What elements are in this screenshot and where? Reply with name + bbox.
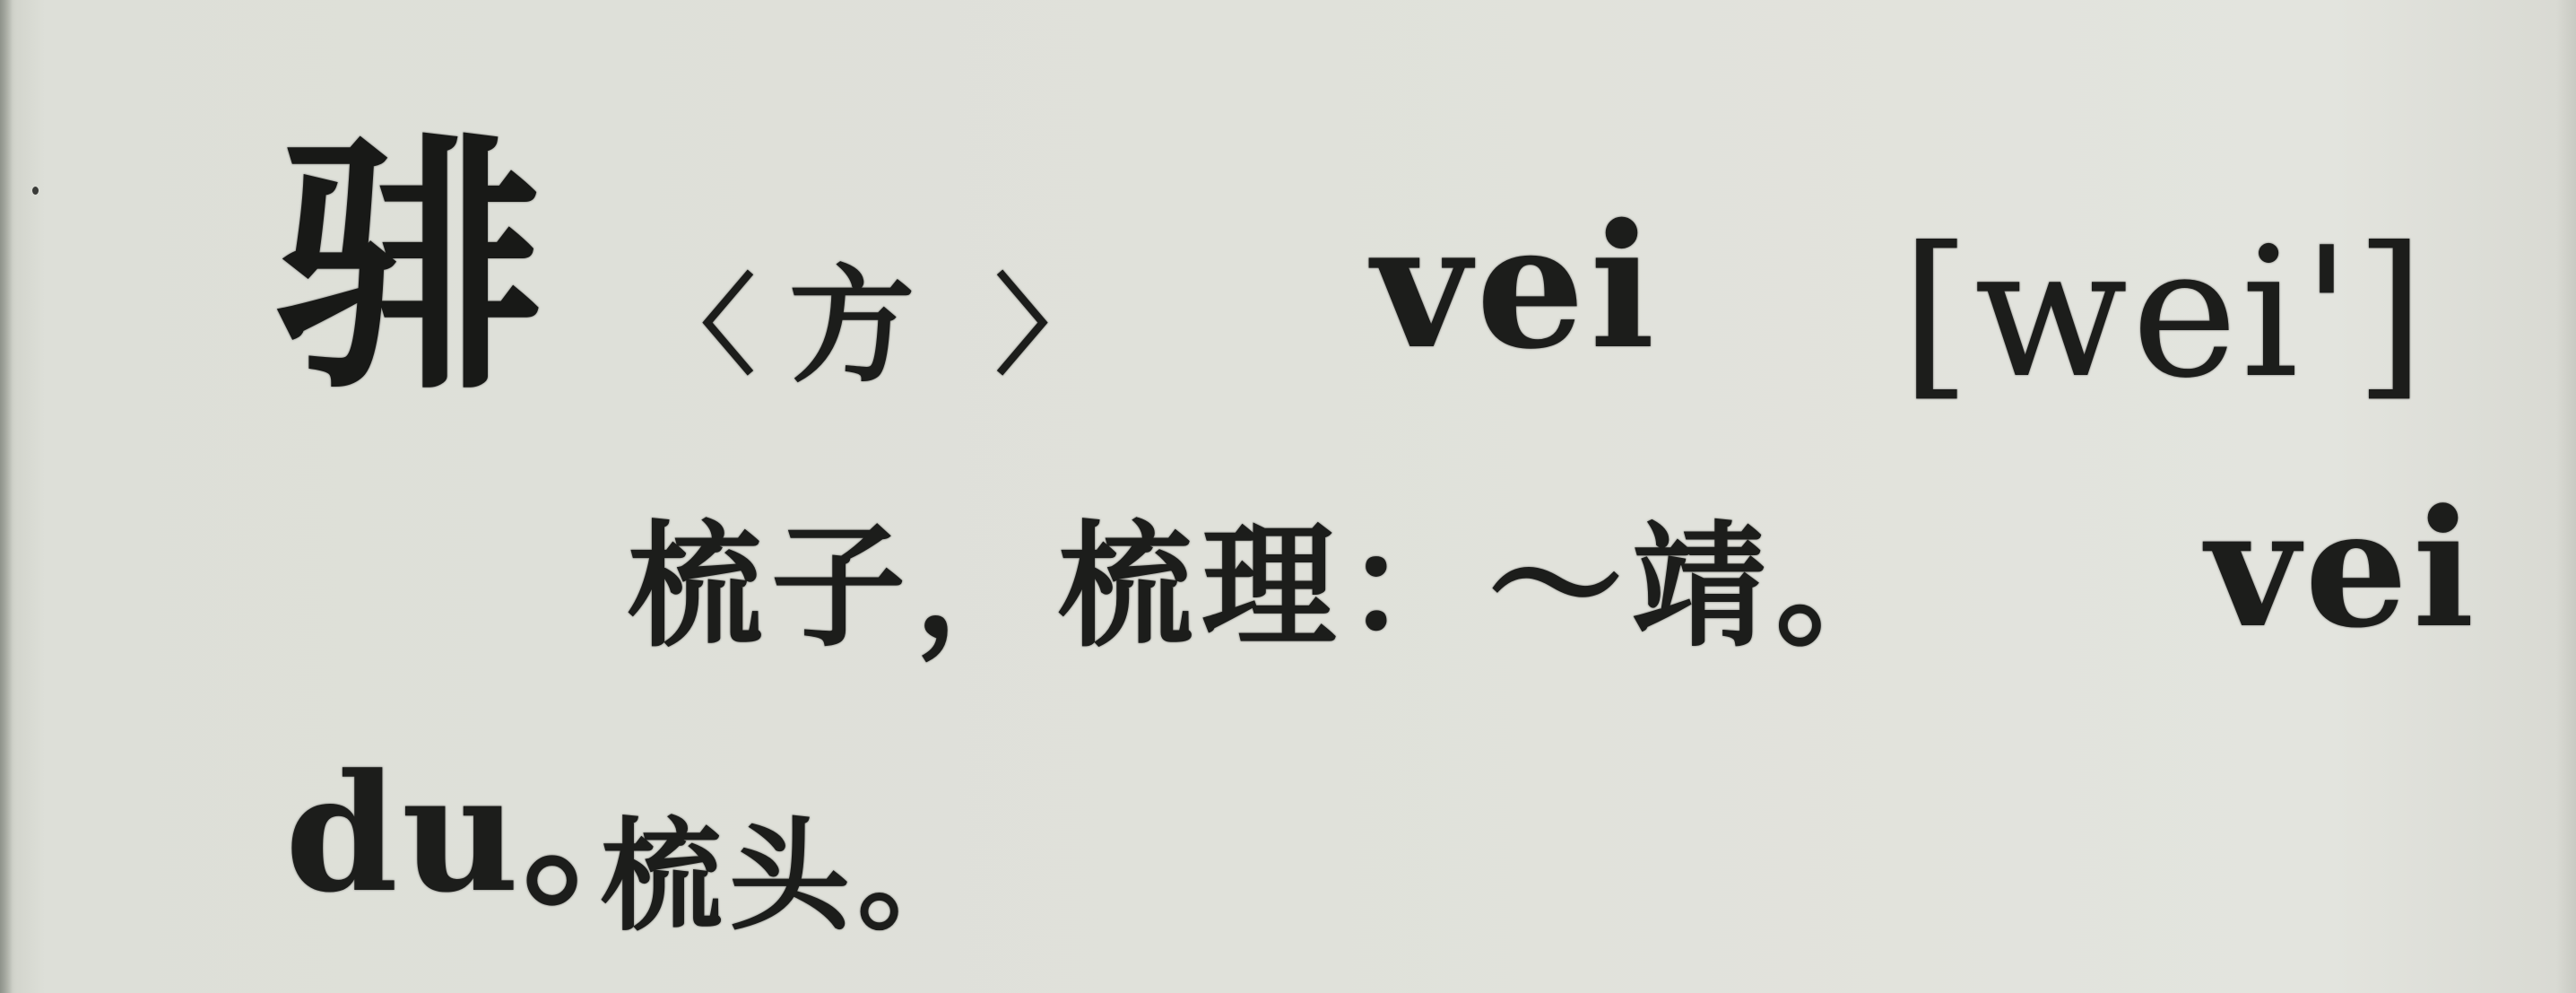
print-speck (32, 187, 39, 195)
example-gloss: 梳头。 (601, 806, 985, 947)
headword: 𬴂 (273, 112, 542, 425)
example-romanization: vei (2206, 475, 2480, 664)
page-edge-shadow (0, 0, 13, 993)
romanization: vei (1372, 187, 1661, 387)
ipa-pronunciation: [wei'] (1901, 209, 2429, 418)
dialect-tag-open: 〈 (647, 265, 755, 389)
page-edge-shadow-right (2556, 0, 2576, 993)
dialect-tag: 方 (789, 254, 915, 400)
example-romanization-cont: du。 (285, 739, 688, 928)
definition-line1: 梳子，梳理：～靖。 (628, 510, 1920, 666)
dialect-tag-close: 〉 (995, 265, 1103, 389)
